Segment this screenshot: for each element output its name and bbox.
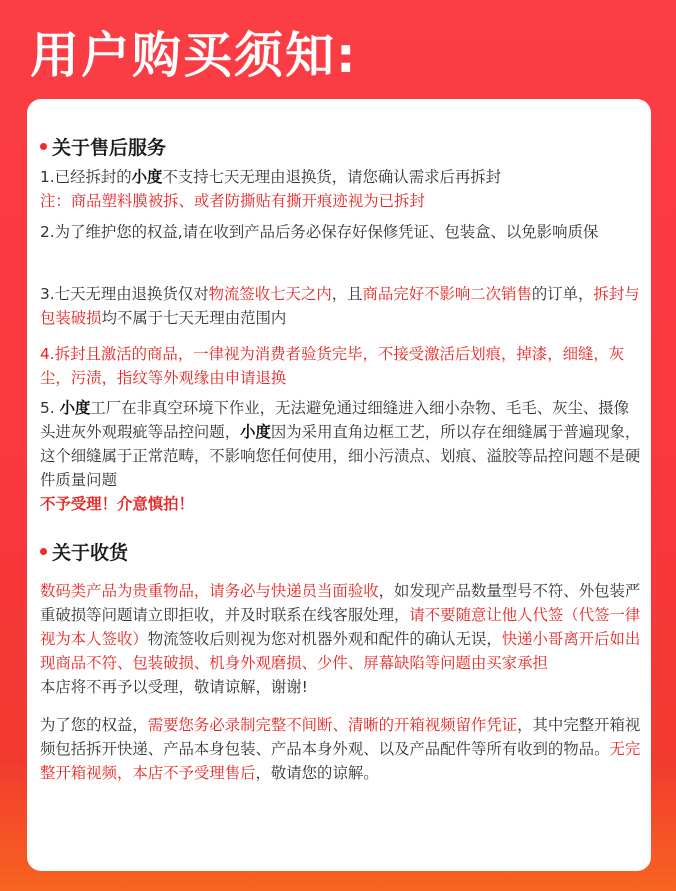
text-segment: ，敬请您的谅解。 [255,764,379,782]
after-sales-item-2 [40,220,642,244]
text-segment: 物流签收后则视为您对机器外观和配件的确认无误， [147,630,502,648]
text-segment: 5. [40,399,60,417]
highlight-text: 拆封且激活的商品，一律视为消费者验货完毕，不接受激活后划痕，掉漆，细缝，灰尘，污渍，指纹等外观缘由申请退换 [40,345,625,387]
section-heading-after-sales [40,135,166,161]
text-segment: ，其中完整开箱视频包括拆开快递、产品本身包装、产品本身外观、以及产品配件等所有收到的物品。 [40,716,641,758]
receiving-paragraph-2 [40,713,642,785]
highlight-text: 请不要随意让他人代签（代签一律视为本人签收） [40,606,641,648]
highlight-text: 数码类产品为贵重物品，请务必与快递员当面验收 [40,582,379,600]
bullet-dot-icon [40,548,47,555]
section-heading-receiving-text: 关于收货 [52,542,129,564]
highlight-text: 商品完好不影响二次销售 [362,285,532,303]
text-segment: 的订单， [531,285,594,303]
text-segment: 1.已经拆封的 [40,168,132,186]
text-segment: 不支持七天无理由退换货，请您确认需求后再拆封 [162,168,502,186]
after-sales-item-5 [40,396,642,516]
bullet-dot-icon [40,143,47,150]
highlight-text: 需要您务必录制完整不间断、清晰的开箱视频留作凭证 [147,716,518,734]
after-sales-item-1 [40,165,642,213]
brand-name: 小度 [240,423,271,441]
text-segment: 3.七天无理由退换货仅对 [40,285,209,303]
highlight-text: 无完整开箱视频，本店不予受理售后 [40,740,641,782]
brand-name: 小度 [59,399,91,417]
after-sales-item-3 [40,282,642,330]
text-segment: 因为采用直角边框工艺，所以存在细缝属于普遍现象，这个细缝属于正常范畴，不影响您任何使用，细小污渍点、划痕、溢胶等品控问题不是硬件质量问题 [40,423,641,489]
text-segment: 为了您的权益， [40,716,148,734]
text-segment: ，如发现产品数量型号不符、外包装严重破损等问题请立即拒收，并及时联系在线客服处理， [40,582,641,624]
text-segment: 均不属于七天无理由范围内 [101,309,287,327]
page-title: 用户购买须知: [30,27,358,84]
section-heading-after-sales-text: 关于售后服务 [52,137,167,159]
brand-name: 小度 [131,168,163,186]
text-segment: 工厂在非真空环境下作业，无法避免通过细缝进入细小杂物、毛毛、灰尘、摄像头进灰外观瑕疵等品控问题， [40,399,630,441]
after-sales-item-4 [40,342,642,390]
highlight-text: 拆封与包装破损 [40,285,640,327]
receiving-paragraph-1 [40,579,642,699]
highlight-text: 快递小哥离开后如出现商品不符、包装破损、机身外观磨损、少件、屏幕缺陷等问题由买家承担 [40,630,641,672]
section-heading-receiving [40,540,128,566]
notice-card [27,99,651,871]
highlight-text: 物流签收七天之内 [208,285,332,303]
text-segment: 本店将不再予以受理，敬请谅解，谢谢! [40,678,308,696]
text-segment: 2.为了维护您的权益,请在收到产品后务必保存好保修凭证、包装盒、以免影响质保 [40,223,599,241]
unseal-note: 注：商品塑料膜被拆、或者防撕贴有撕开痕迹视为已拆封 [40,192,425,210]
text-segment: ，且 [331,285,363,303]
text-segment: 4. [40,345,55,363]
warning-text: 不予受理！介意慎拍！ [40,495,194,513]
